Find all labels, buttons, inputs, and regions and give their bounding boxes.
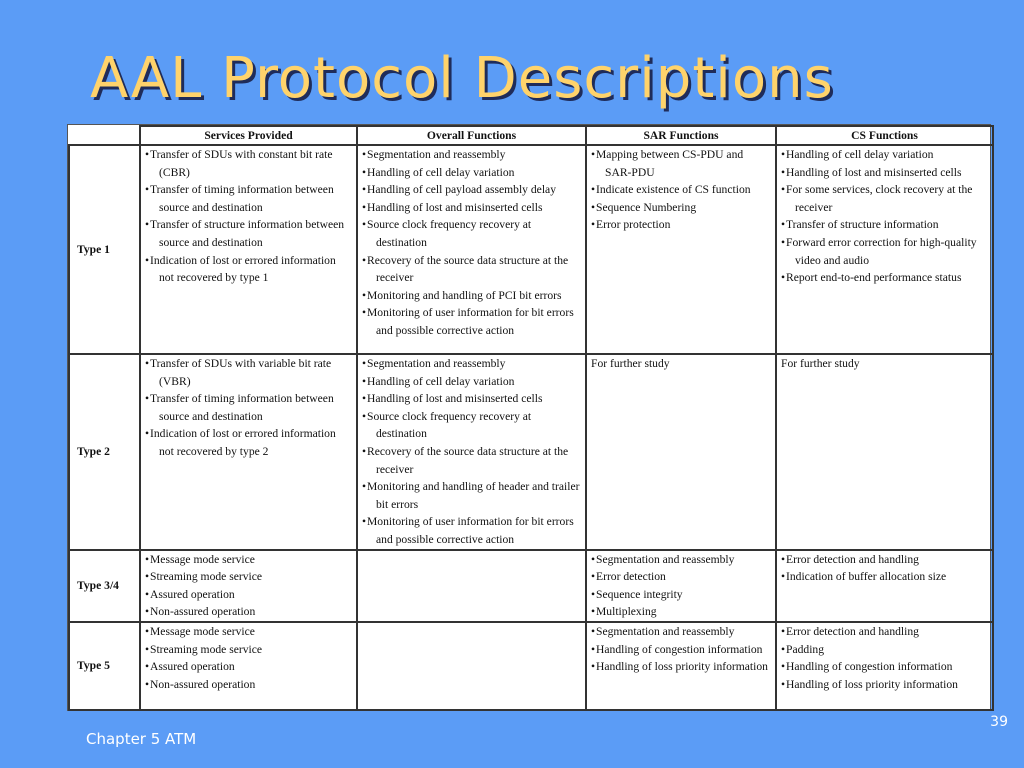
list-item: • Handling of cell payload assembly delay — [362, 181, 581, 199]
list-item: • Handling of loss priority information — [781, 676, 988, 694]
sar-functions-list — [591, 551, 771, 621]
list-item: • Message mode service — [145, 623, 352, 641]
services-cell — [140, 145, 357, 354]
list-item: • Segmentation and reassembly — [591, 623, 771, 641]
list-item: • Multiplexing — [591, 603, 771, 621]
cs-functions-cell — [776, 145, 993, 354]
list-item: • Transfer of SDUs with variable bit rate (VBR) — [145, 355, 352, 390]
list-item: • Handling of cell delay variation — [362, 164, 581, 182]
list-item: • Streaming mode service — [145, 641, 352, 659]
header-corner-cell — [69, 126, 140, 145]
list-item: • Indicate existence of CS function — [591, 181, 771, 199]
cs-functions-cell — [776, 354, 993, 550]
table-row-type-1 — [69, 145, 993, 354]
services-list — [145, 551, 352, 621]
cs-functions-cell — [776, 622, 993, 710]
overall-functions-cell — [357, 145, 586, 354]
sar-functions-cell — [586, 622, 776, 710]
table-row-type-3-4 — [69, 550, 993, 622]
list-item: • Handling of lost and misinserted cells — [781, 164, 988, 182]
services-cell — [140, 622, 357, 710]
list-item: • Transfer of structure information — [781, 216, 988, 234]
list-item: • Monitoring of user information for bit errors and possible corrective action — [362, 513, 581, 548]
list-item: • Non-assured operation — [145, 603, 352, 621]
row-type-label: Type 1 — [69, 145, 140, 354]
services-list — [145, 623, 352, 693]
list-item: • Handling of loss priority information — [591, 658, 771, 676]
slide-title: AAL Protocol Descriptions — [90, 46, 834, 111]
header-sar-functions: SAR Functions — [586, 126, 776, 145]
list-item: • Transfer of SDUs with constant bit rate (CBR) — [145, 146, 352, 181]
overall-functions-cell — [357, 550, 586, 622]
cs-functions-list — [781, 623, 988, 693]
list-item: • Error detection — [591, 568, 771, 586]
list-item: • Indication of buffer allocation size — [781, 568, 988, 586]
table-row-type-2 — [69, 354, 993, 550]
aal-table-panel — [67, 124, 991, 711]
header-overall-functions: Overall Functions — [357, 126, 586, 145]
row-type-label: Type 2 — [69, 354, 140, 550]
sar-functions-cell — [586, 145, 776, 354]
list-item: • Assured operation — [145, 586, 352, 604]
aal-protocol-table — [68, 125, 994, 711]
sar-functions-cell — [586, 550, 776, 622]
list-item: • Report end-to-end performance status — [781, 269, 988, 287]
list-item: • Non-assured operation — [145, 676, 352, 694]
list-item: • Source clock frequency recovery at destination — [362, 216, 581, 251]
list-item: • Transfer of structure information between source and destination — [145, 216, 352, 251]
services-cell — [140, 550, 357, 622]
row-type-label: Type 5 — [69, 622, 140, 710]
list-item: • Handling of congestion information — [781, 658, 988, 676]
list-item: • Sequence Numbering — [591, 199, 771, 217]
list-item: • Streaming mode service — [145, 568, 352, 586]
list-item: • Segmentation and reassembly — [362, 146, 581, 164]
cs-functions-cell — [776, 550, 993, 622]
overall-functions-list — [362, 146, 581, 340]
list-item: • Segmentation and reassembly — [591, 551, 771, 569]
list-item: • Mapping between CS-PDU and SAR-PDU — [591, 146, 771, 181]
further-study-text: For further study — [591, 357, 670, 370]
list-item: • Handling of cell delay variation — [781, 146, 988, 164]
list-item: • Monitoring of user information for bit errors and possible corrective action — [362, 304, 581, 339]
list-item: • For some services, clock recovery at the receiver — [781, 181, 988, 216]
list-item: • Monitoring and handling of header and trailer bit errors — [362, 478, 581, 513]
list-item: • Indication of lost or errored information not recovered by type 1 — [145, 252, 352, 287]
list-item: • Error protection — [591, 216, 771, 234]
list-item: • Handling of cell delay variation — [362, 373, 581, 391]
services-cell — [140, 354, 357, 550]
footer-chapter-label: Chapter 5 ATM — [86, 730, 197, 748]
overall-functions-cell — [357, 354, 586, 550]
list-item: • Error detection and handling — [781, 551, 988, 569]
list-item: • Handling of congestion information — [591, 641, 771, 659]
list-item: • Segmentation and reassembly — [362, 355, 581, 373]
list-item: • Recovery of the source data structure at the receiver — [362, 443, 581, 478]
list-item: • Handling of lost and misinserted cells — [362, 390, 581, 408]
table-header-row — [69, 126, 993, 145]
further-study-text: For further study — [781, 357, 860, 370]
list-item: • Handling of lost and misinserted cells — [362, 199, 581, 217]
list-item: • Assured operation — [145, 658, 352, 676]
list-item: • Source clock frequency recovery at destination — [362, 408, 581, 443]
list-item: • Monitoring and handling of PCI bit errors — [362, 287, 581, 305]
list-item: • Indication of lost or errored information not recovered by type 2 — [145, 425, 352, 460]
list-item: • Forward error correction for high-quality video and audio — [781, 234, 988, 269]
list-item: • Recovery of the source data structure at the receiver — [362, 252, 581, 287]
header-cs-functions: CS Functions — [776, 126, 993, 145]
overall-functions-cell — [357, 622, 586, 710]
services-list — [145, 146, 352, 287]
sar-functions-list — [591, 623, 771, 676]
services-list — [145, 355, 352, 461]
list-item: • Transfer of timing information between source and destination — [145, 181, 352, 216]
overall-functions-list — [362, 355, 581, 549]
list-item: • Transfer of timing information between source and destination — [145, 390, 352, 425]
sar-functions-cell — [586, 354, 776, 550]
table-row-type-5 — [69, 622, 993, 710]
header-services-provided: Services Provided — [140, 126, 357, 145]
row-type-label: Type 3/4 — [69, 550, 140, 622]
page-number: 39 — [990, 714, 1008, 730]
sar-functions-list — [591, 146, 771, 234]
cs-functions-list — [781, 551, 988, 586]
list-item: • Padding — [781, 641, 988, 659]
list-item: • Error detection and handling — [781, 623, 988, 641]
list-item: • Sequence integrity — [591, 586, 771, 604]
cs-functions-list — [781, 146, 988, 287]
list-item: • Message mode service — [145, 551, 352, 569]
